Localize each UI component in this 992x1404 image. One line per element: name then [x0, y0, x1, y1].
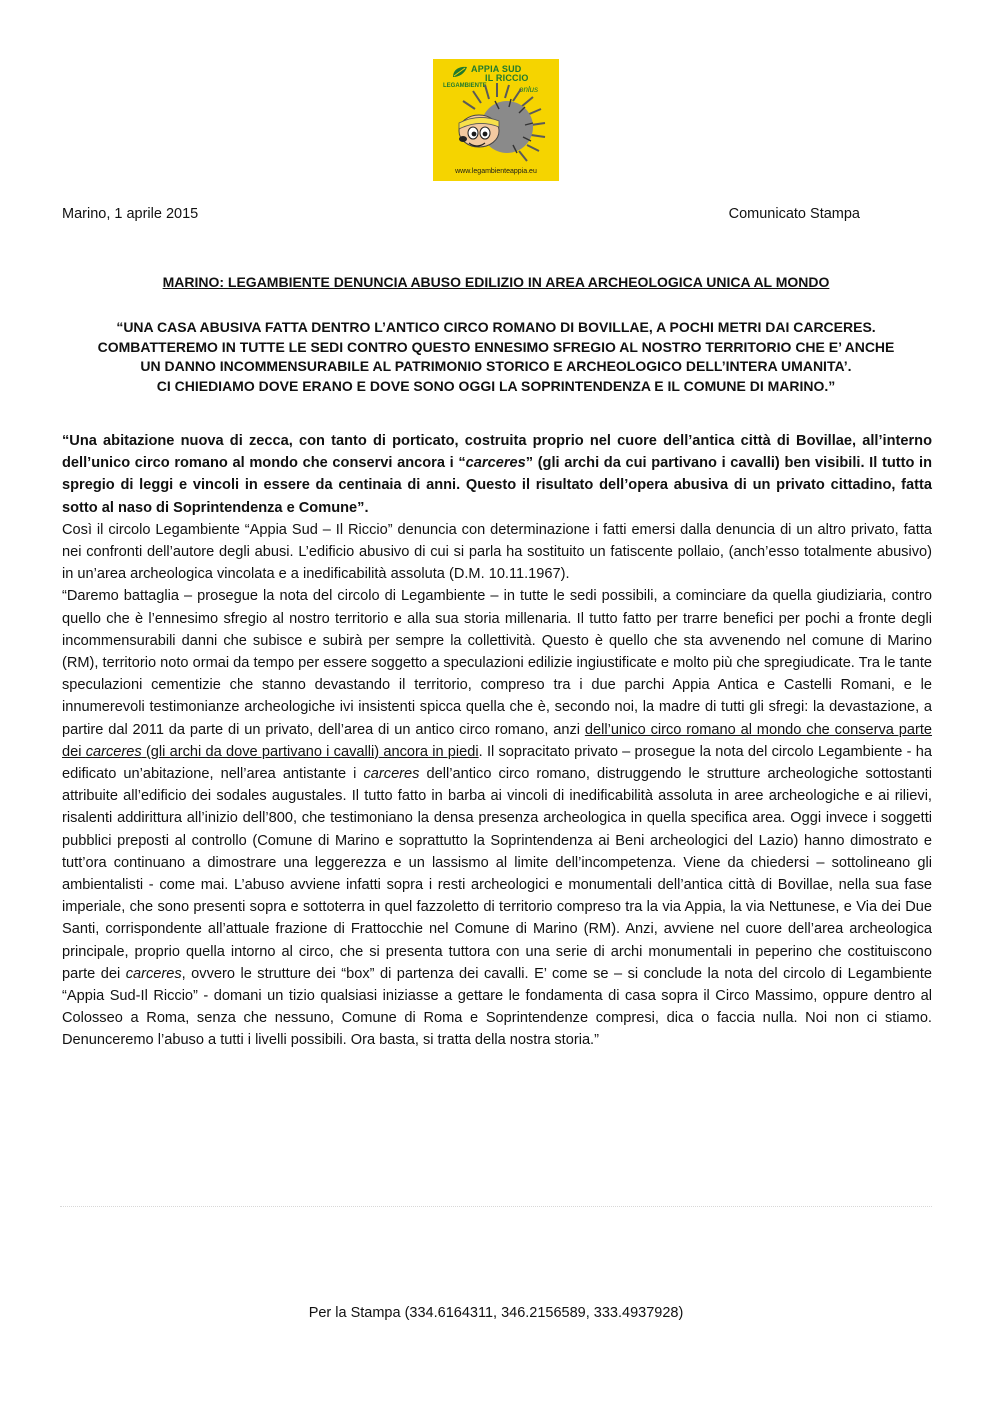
logo-line1: APPIA SUD	[471, 64, 522, 74]
press-contacts: Per la Stampa (334.6164311, 346.2156589, 333.4937928)	[308, 1305, 684, 1321]
italic-term: carceres	[125, 965, 182, 982]
paragraph: Così il circolo Legambiente “Appia Sud – Il Riccio” denuncia con determinazione i fatti emersi dalla denuncia di un altro privato, fatta nei confronti dell’autore degli abusi. L’edificio abusivo di cui si parla ha sostituito un fatiscente pollaio, (anch’esso totalmente abusivo) in un’area archeologica vincolata e a inedificabilità assoluta (D.M. 10.11.1967).	[62, 521, 932, 583]
paragraph-text: dell’antico circo romano, distruggendo le strutture archeologiche sottostanti attribuite all’edificio dei sodales augustales. Il tutto fatto in barba ai vincoli di inedificabilità assoluta in aree archeologiche e ai rilievi, risalenti addirittura all’inizio dell’800, che testimoniano la densa presenza archeologica in quella specifica area. Oggi invece i soggetti pubblici preposti al controllo (Comune di Marino e soprattutto la Soprintendenza ai Beni archeologici del Lazio) hanno dimostrato e tutt’ora continuano a dimostrare una leggerezza e un lassismo al limite dell’incompetenza. Viene da chiedersi – sottolineano gli ambientalisti - come mai. L’abuso avviene infatti sopra i resti archeologici e monumentali dell’antica città di Bovillae, nella sua fase imperiale, che sono presenti sopra e sottoterra in quel fazzoletto di territorio compreso tra la via Appia, la via Nettunese, e Via dei Due Santi, corrispondente all’attuale frazione di Frattocchie nel Comune di Marino (RM). Anzi, avviene nel cuore dell’area archeologica principale, proprio quella intorno al circo, che si presenta tuttora con una serie di archi monumentali in peperino che costituiscono parte dei	[62, 766, 932, 982]
lead-paragraph	[62, 430, 932, 519]
underlined-italic: carceres	[85, 743, 142, 760]
logo-url: www.legambienteappia.eu	[455, 168, 537, 175]
headline: MARINO: LEGAMBIENTE DENUNCIA ABUSO EDILIZIO IN AREA ARCHEOLOGICA UNICA AL MONDO	[162, 274, 830, 290]
underlined-part: dell’unico circo romano al mondo che conserva parte dei	[62, 721, 932, 760]
leaf-icon	[451, 65, 469, 79]
quote-line: COMBATTEREMO IN TUTTE LE SEDI CONTRO QUESTO ENNESIMO SFREGIO AL NOSTRO TERRITORIO CHE E’ ANCHE	[97, 338, 895, 355]
quote-line: CI CHIEDIAMO DOVE ERANO E DOVE SONO OGGI LA SOPRINTENDENZA E IL COMUNE DI MARINO.”	[156, 377, 836, 394]
logo-onlus: onlus	[519, 85, 539, 94]
article-body	[62, 430, 932, 1052]
quote-line: UN DANNO INCOMMENSURABILE AL PATRIMONIO STORICO E ARCHEOLOGICO DELL’INTERA UMANITA’.	[140, 358, 852, 374]
quote-block	[62, 318, 930, 396]
underlined-part: (gli archi da dove partivano i cavalli) ancora in piedi	[141, 743, 479, 760]
italic-term: carceres	[363, 766, 420, 783]
hedgehog-icon	[439, 79, 553, 169]
logo-line2: IL RICCIO	[485, 73, 529, 83]
paragraph-text: , ovvero le strutture dei “box” di partenza dei cavalli. E’ come se – si conclude la nota del circolo di Legambiente “Appia Sud-Il Riccio” - domani un tizio qualsiasi iniziasse a gettare le fondamenta di casa sopra il Circo Massimo, oppure dentro al Colosseo a Roma, senza che nessuno, Comune di Roma e Soprintendenze compresi, dica o faccia nulla. Noi non ci stiamo. Denunceremo l’abuso a tutti i livelli possibili. Ora basta, si tratta della nostra storia.”	[62, 965, 932, 1049]
legambiente-logo	[433, 59, 559, 181]
paragraph-text: “Daremo battaglia – prosegue la nota del circolo di Legambiente – in tutte le sedi possibili, a cominciare da quella giudiziaria, contro quello che è l’ennesimo sfregio al nostro territorio e alla sua storia millenaria. Il tutto fatto per trarre benefici per pochi a fronte degli incommensurabili danni che subisce e subirà per sempre la collettività. Questo è quello che sta avvenendo nel comune di Marino (RM), territorio noto ormai da tempo per essere soggetto a speculazioni edilizie ingiustificate e molto più che spregiudicate. Tra le tante speculazioni cementizie che stanno devastando il territorio, compreso tra i due parchi Appia Antica e Castelli Romani, e le innumerevoli testimonianze archeologiche ivi insistenti spicca quella che è, secondo noi, la madre di tutti gli sfregi: la devastazione, a partire dal 2011 da parte di un privato, dell’area di un antico circo romano, anzi	[62, 588, 932, 738]
document-type: Comunicato Stampa	[728, 206, 860, 222]
lead-text: ” (gli archi da cui partivano i cavalli) ben visibili. Il tutto in spregio di leggi e vincoli in essere da centinaia di anni. Questo il risultato dell’opera abusiva di un privato cittadino, fatta sotto al naso di Soprintendenza e Comune”.	[62, 455, 932, 516]
separator	[60, 1206, 932, 1227]
place-date: Marino, 1 aprile 2015	[62, 206, 199, 222]
paragraph-text: . Il sopracitato privato – prosegue la nota del circolo Legambiente - ha edificato un’abitazione, nell’area antistante i	[62, 743, 933, 783]
lead-text: “Una abitazione nuova di zecca, con tanto di porticato, costruita proprio nel cuore dell’antica città di Bovillae, all’interno dell’unico circo romano al mondo che conservi ancora i “	[62, 433, 932, 472]
paragraph	[62, 585, 932, 1051]
quote-line: “UNA CASA ABUSIVA FATTA DENTRO L’ANTICO CIRCO ROMANO DI BOVILLAE, A POCHI METRI DAI CARCERES.	[116, 319, 876, 335]
lead-italic: carceres	[465, 455, 526, 472]
logo-org: LEGAMBIENTE	[443, 83, 487, 89]
